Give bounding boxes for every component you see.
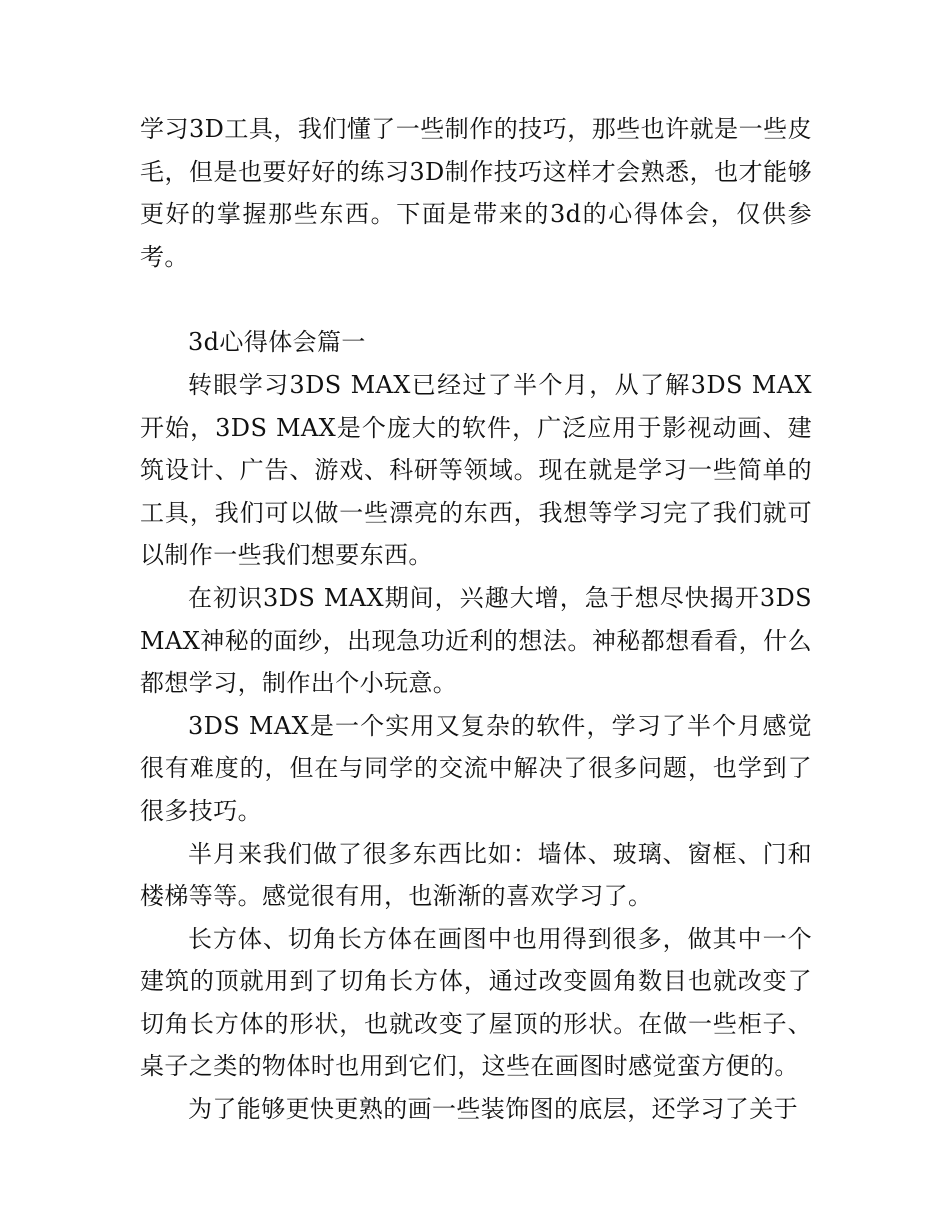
- body-paragraph: 半月来我们做了很多东西比如：墙体、玻璃、窗框、门和楼梯等等。感觉很有用，也渐渐的喜欢学习了。: [140, 839, 812, 911]
- body-paragraph: 在初识3DS MAX期间，兴趣大增，急于想尽快揭开3DS MAX神秘的面纱，出现急功近利的想法。神秘都想看看，什么都想学习，制作出个小玩意。: [140, 583, 812, 698]
- document-body: [140, 108, 812, 1131]
- section-title: 3d心得体会篇一: [188, 328, 366, 357]
- body-paragraph: 长方体、切角长方体在画图中也用得到很多，做其中一个建筑的顶就用到了切角长方体，通过改变圆角数目也就改变了切角长方体的形状，也就改变了屋顶的形状。在做一些柜子、桌子之类的物体时也用到它们，这些在画图时感觉蛮方便的。: [140, 924, 812, 1081]
- body-paragraph: 转眼学习3DS MAX已经过了半个月，从了解3DS MAX开始，3DS MAX是个庞大的软件，广泛应用于影视动画、建筑设计、广告、游戏、科研等领域。现在就是学习一些简单的工具，我们可以做一些漂亮的东西，我想等学习完了我们就可以制作一些我们想要东西。: [140, 370, 812, 570]
- intro-paragraph: 学习3D工具，我们懂了一些制作的技巧，那些也许就是一些皮毛，但是也要好好的练习3D制作技巧这样才会熟悉，也才能够更好的掌握那些东西。下面是带来的3d的心得体会，仅供参考。: [140, 115, 812, 271]
- body-paragraph: 为了能够更快更熟的画一些装饰图的底层，还学习了关于: [188, 1095, 798, 1124]
- body-paragraph: 3DS MAX是一个实用又复杂的软件，学习了半个月感觉很有难度的，但在与同学的交流中解决了很多问题，也学到了很多技巧。: [140, 711, 812, 825]
